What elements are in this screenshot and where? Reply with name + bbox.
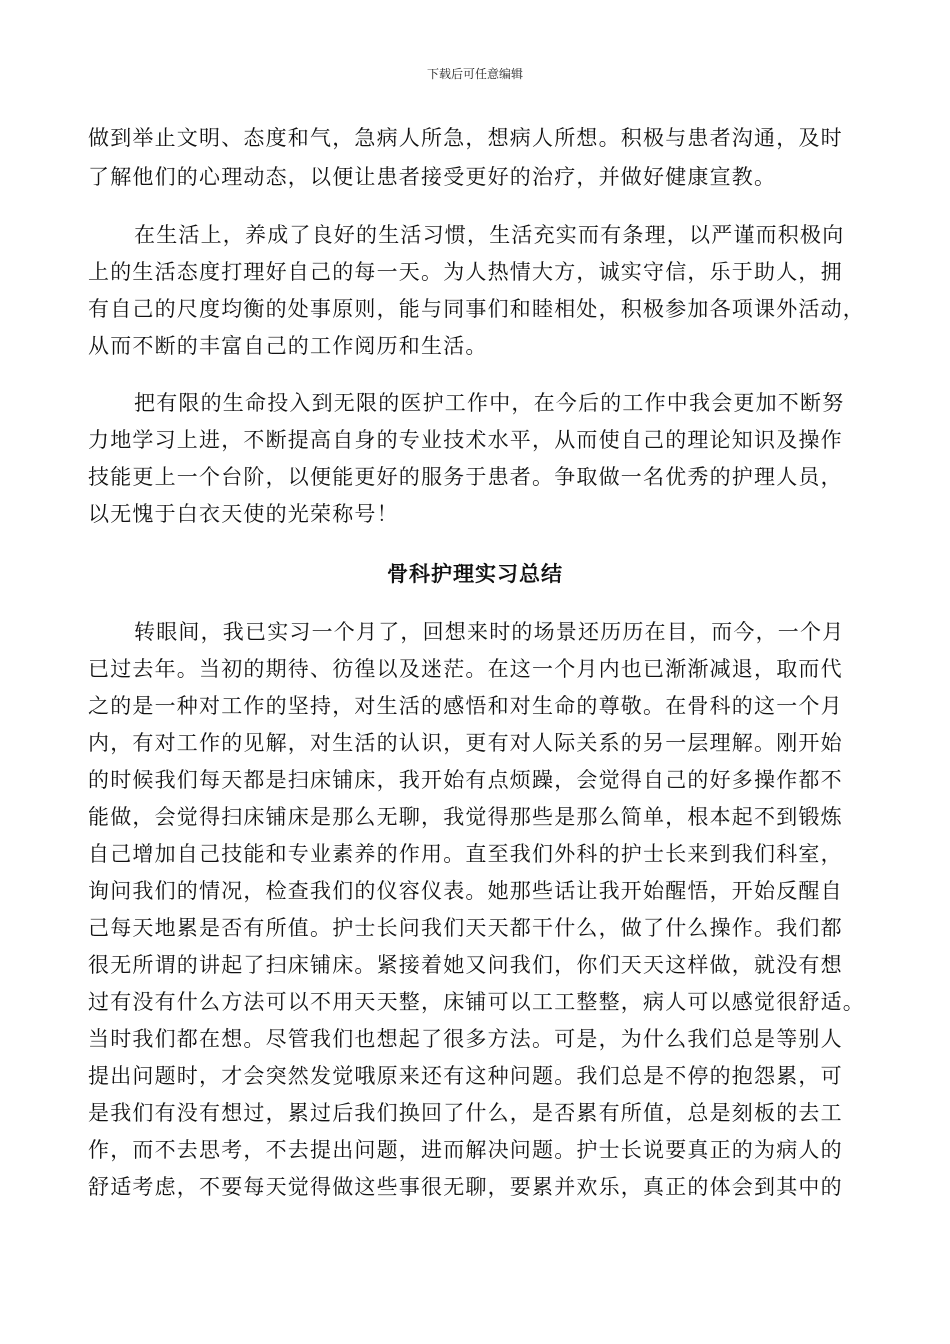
paragraph-4-line: 作，而不去思考，不去提出问题，进而解决问题。护士长说要真正的为病人的 <box>88 1138 843 1162</box>
paragraph-3-line: 把有限的生命投入到无限的医护工作中，在今后的工作中我会更加不断努 <box>134 391 845 415</box>
paragraph-3-line: 以无愧于白衣天使的光荣称号！ <box>88 502 399 526</box>
paragraph-4-line: 舒适考虑，不要每天觉得做这些事很无聊，要累并欢乐，真正的体会到其中的 <box>88 1175 843 1199</box>
paragraph-4-line: 之的是一种对工作的坚持，对生活的感悟和对生命的尊敬。在骨科的这一个月 <box>88 694 843 718</box>
paragraph-2-line: 从而不断的丰富自己的工作阅历和生活。 <box>88 334 488 358</box>
page-header: 下载后可任意编辑 <box>426 67 523 81</box>
paragraph-1-line: 了解他们的心理动态，以便让患者接受更好的治疗，并做好健康宣教。 <box>88 165 777 189</box>
paragraph-4-line: 已过去年。当初的期待、彷徨以及迷茫。在这一个月内也已渐渐减退，取而代 <box>88 657 843 681</box>
paragraph-4-line: 的时候我们每天都是扫床铺床，我开始有点烦躁，会觉得自己的好多操作都不 <box>88 768 843 792</box>
paragraph-4-line: 过有没有什么方法可以不用天天整，床铺可以工工整整，病人可以感觉很舒适。 <box>88 990 865 1014</box>
paragraph-4-line: 能做，会觉得扫床铺床是那么无聊，我觉得那些是那么简单，根本起不到锻炼 <box>88 805 843 829</box>
paragraph-4-line: 内，有对工作的见解，对生活的认识，更有对人际关系的另一层理解。刚开始 <box>88 731 843 755</box>
paragraph-4-line: 当时我们都在想。尽管我们也想起了很多方法。可是，为什么我们总是等别人 <box>88 1027 843 1051</box>
paragraph-4-line: 自己增加自己技能和专业素养的作用。直至我们外科的护士长来到我们科室， <box>88 842 843 866</box>
paragraph-4-line: 己每天地累是否有所值。护士长问我们天天都干什么，做了什么操作。我们都 <box>88 916 843 940</box>
paragraph-4-line: 是我们有没有想过，累过后我们换回了什么，是否累有所值，总是刻板的去工 <box>88 1101 843 1125</box>
paragraph-4-line: 很无所谓的讲起了扫床铺床。紧接着她又问我们，你们天天这样做，就没有想 <box>88 953 843 977</box>
paragraph-4-line: 转眼间，我已实习一个月了，回想来时的场景还历历在目，而今，一个月 <box>134 620 845 644</box>
paragraph-1-line: 做到举止文明、态度和气，急病人所急，想病人所想。积极与患者沟通，及时 <box>88 126 843 150</box>
paragraph-2-line: 上的生活态度打理好自己的每一天。为人热情大方，诚实守信，乐于助人，拥 <box>88 260 843 284</box>
paragraph-2-line: 有自己的尺度均衡的处事原则，能与同事们和睦相处，积极参加各项课外活动， <box>88 297 865 321</box>
paragraph-4-line: 询问我们的情况，检查我们的仪容仪表。她那些话让我开始醒悟，开始反醒自 <box>88 879 843 903</box>
paragraph-3-line: 力地学习上进，不断提高自身的专业技术水平，从而使自己的理论知识及操作 <box>88 428 843 452</box>
paragraph-3-line: 技能更上一个台阶，以便能更好的服务于患者。争取做一名优秀的护理人员， <box>88 465 843 489</box>
paragraph-2-line: 在生活上，养成了良好的生活习惯，生活充实而有条理，以严谨而积极向 <box>134 223 845 247</box>
section-title: 骨科护理实习总结 <box>387 561 563 586</box>
paragraph-4-line: 提出问题时，才会突然发觉哦原来还有这种问题。我们总是不停的抱怨累，可 <box>88 1064 843 1088</box>
